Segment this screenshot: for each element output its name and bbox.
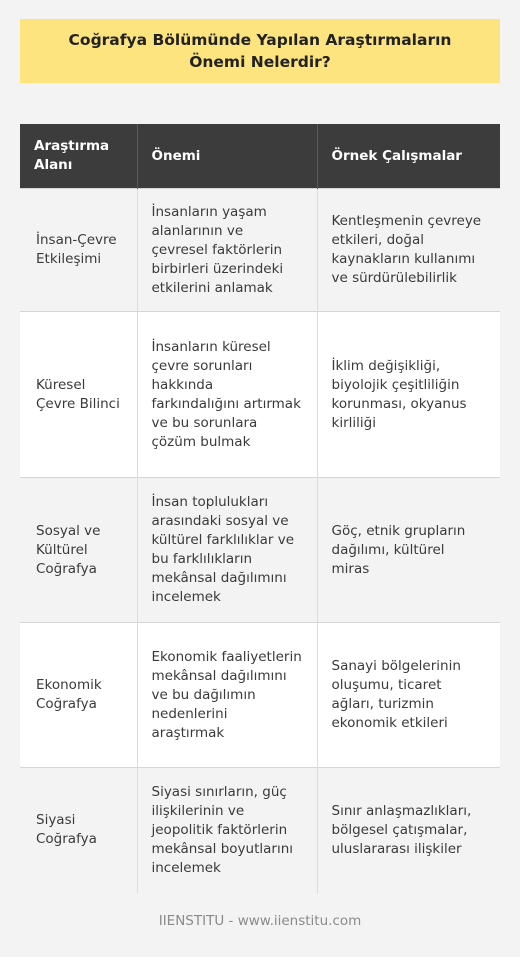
table-row [20, 478, 500, 623]
research-areas-table [20, 124, 500, 893]
column-header-importance: Önemi [137, 124, 317, 189]
column-header-examples: Örnek Çalışmalar [317, 124, 500, 189]
cell-importance: İnsanların küresel çevre sorunları hakkında farkındalığını artırmak ve bu sorunlara çözüm bulmak [137, 312, 317, 478]
table-row [20, 312, 500, 478]
table-row [20, 189, 500, 312]
cell-examples: İklim değişikliği, biyolojik çeşitliliğin korunması, okyanus kirliliği [317, 312, 500, 478]
cell-area: Küresel Çevre Bilinci [20, 312, 137, 478]
cell-area: İnsan-Çevre Etkileşimi [20, 189, 137, 312]
title-banner [20, 19, 500, 83]
cell-examples: Sanayi bölgelerinin oluşumu, ticaret ağları, turizmin ekonomik etkileri [317, 623, 500, 768]
cell-examples: Göç, etnik grupların dağılımı, kültürel miras [317, 478, 500, 623]
cell-importance: İnsan toplulukları arasındaki sosyal ve kültürel farklılıklar ve bu farklılıkların mekânsal dağılımını incelemek [137, 478, 317, 623]
page-title: Coğrafya Bölümünde Yapılan Araştırmaların Önemi Nelerdir? [68, 31, 452, 71]
table-row [20, 623, 500, 768]
table-header-row [20, 124, 500, 189]
cell-importance: Siyasi sınırların, güç ilişkilerinin ve jeopolitik faktörlerin mekânsal boyutlarını incelemek [137, 768, 317, 893]
footer-credit: IIENSTITU - www.iienstitu.com [158, 913, 362, 929]
cell-area: Sosyal ve Kültürel Coğrafya [20, 478, 137, 623]
cell-importance: Ekonomik faaliyetlerin mekânsal dağılımını ve bu dağılımın nedenlerini araştırmak [137, 623, 317, 768]
cell-importance: İnsanların yaşam alanlarının ve çevresel faktörlerin birbirleri üzerindeki etkilerini anlamak [137, 189, 317, 312]
column-header-area: Araştırma Alanı [20, 124, 137, 189]
cell-examples: Sınır anlaşmazlıkları, bölgesel çatışmalar, uluslararası ilişkiler [317, 768, 500, 893]
cell-area: Ekonomik Coğrafya [20, 623, 137, 768]
cell-examples: Kentleşmenin çevreye etkileri, doğal kaynakların kullanımı ve sürdürülebilirlik [317, 189, 500, 312]
table-row [20, 768, 500, 893]
cell-area: Siyasi Coğrafya [20, 768, 137, 893]
